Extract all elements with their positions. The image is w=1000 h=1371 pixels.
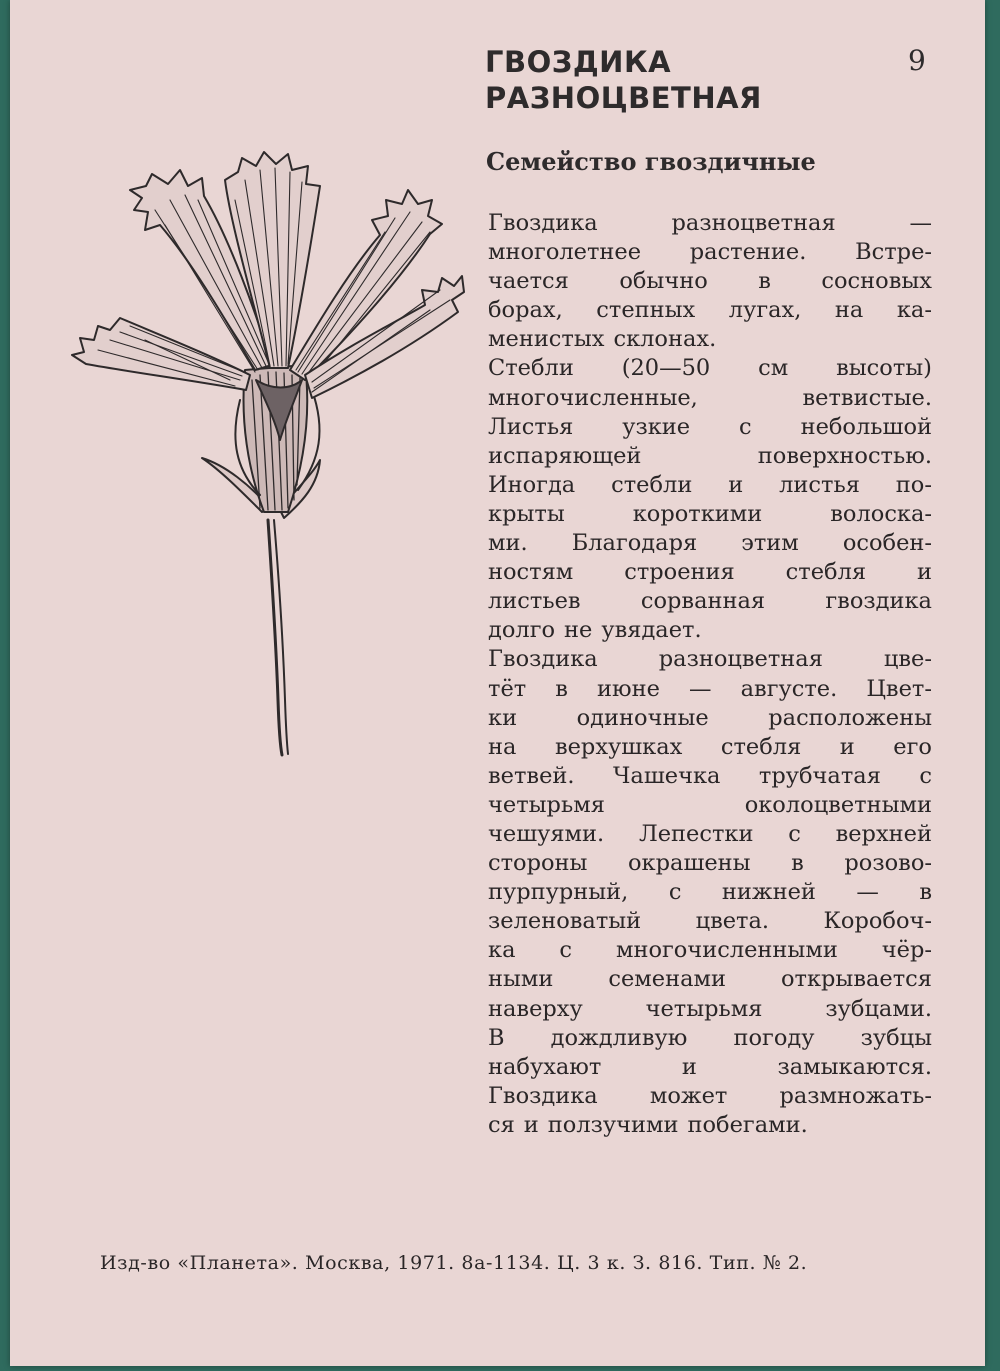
word: сорванная <box>640 588 766 615</box>
word: (20—50 <box>621 355 711 382</box>
word: Гвоздика <box>488 1082 598 1109</box>
word: склонах. <box>613 326 717 353</box>
word: зубцами. <box>825 995 932 1022</box>
text-line <box>488 1082 932 1111</box>
word: с <box>919 762 932 789</box>
word: Лепестки <box>638 820 754 847</box>
word: стебля <box>720 733 802 760</box>
word: разноцветная <box>671 210 836 236</box>
word: многочисленные, <box>488 384 698 411</box>
word: с <box>559 937 573 964</box>
text-line <box>488 878 932 907</box>
title-line-1: ГВОЗДИКА <box>485 45 672 79</box>
word: ка <box>488 937 516 964</box>
word: короткими <box>632 500 763 527</box>
word: августе. <box>740 675 838 702</box>
text-line <box>488 296 932 325</box>
word: верхушках <box>554 733 683 760</box>
word: чается <box>488 268 569 295</box>
text-line <box>488 675 932 704</box>
word: может <box>649 1082 728 1109</box>
word: Гвоздика <box>488 210 598 236</box>
text-line <box>488 762 932 791</box>
word: зеленоватый <box>488 908 642 935</box>
text-line <box>488 354 932 383</box>
description-text <box>488 209 932 1140</box>
word: Цвет- <box>866 675 932 702</box>
word: разноцветная <box>658 646 823 673</box>
word: Гвоздика <box>488 646 598 673</box>
word: с <box>788 820 801 847</box>
word: с <box>668 879 682 906</box>
word: многочисленными <box>615 937 838 964</box>
word: ностям <box>488 559 574 586</box>
word: дождливую <box>550 1024 688 1051</box>
word: тёт <box>488 675 527 702</box>
text-line <box>488 587 932 616</box>
word: в <box>919 879 932 906</box>
text-line <box>488 558 932 587</box>
word: цвета. <box>695 908 770 935</box>
word: чешуями. <box>488 820 605 847</box>
text-line <box>488 413 932 442</box>
word: на <box>488 733 517 760</box>
page-title <box>485 44 855 116</box>
postcard <box>10 0 985 1366</box>
word: степных <box>596 297 696 324</box>
text-line <box>488 325 932 354</box>
word: стебля <box>785 559 867 586</box>
word: зубцы <box>860 1024 932 1051</box>
word: многолетнее <box>488 239 642 266</box>
word: Благодаря <box>571 530 698 557</box>
word: Иногда <box>488 471 576 498</box>
word: менистых <box>488 326 605 353</box>
word: — <box>856 879 879 906</box>
word: растение. <box>689 239 807 266</box>
word: нижней <box>721 879 816 906</box>
imprint-line: Изд-во «Планета». Москва, 1971. 8а-1134. Ц. 3 к. З. 816. Тип. № 2. <box>100 1252 808 1274</box>
word: ползучими <box>547 1111 679 1138</box>
word: открывается <box>780 966 932 993</box>
carnation-flower-drawing-icon <box>50 140 470 770</box>
word: и <box>523 1111 539 1138</box>
word: Листья <box>488 413 574 440</box>
word: Коробоч- <box>823 908 932 935</box>
word: Чашечка <box>613 762 721 789</box>
word: сосновых <box>821 268 932 295</box>
word: в <box>555 675 568 702</box>
word: погоду <box>733 1024 815 1051</box>
text-line <box>488 849 932 878</box>
word: пурпурный, <box>488 879 629 906</box>
title-line-2: РАЗНОЦВЕТНАЯ <box>485 81 762 115</box>
word: июне <box>597 675 660 702</box>
word: долго <box>488 617 556 644</box>
word: лугах, <box>728 297 802 324</box>
text-line <box>488 1053 932 1082</box>
text-line <box>488 209 932 238</box>
word: листья <box>779 471 860 498</box>
word: стебли <box>611 471 693 498</box>
word: верхней <box>835 820 932 847</box>
word: Встре- <box>855 239 932 266</box>
word: ка- <box>896 297 932 324</box>
word: и <box>916 559 932 586</box>
word: обычно <box>619 268 708 295</box>
word: с <box>739 413 752 440</box>
text-line <box>488 267 932 296</box>
text-line <box>488 936 932 965</box>
word: и <box>681 1053 697 1080</box>
text-line <box>488 965 932 994</box>
word: околоцветными <box>744 791 932 818</box>
word: увядает. <box>601 617 702 644</box>
text-line <box>488 995 932 1024</box>
word: окрашены <box>628 850 751 877</box>
word: ными <box>488 966 554 993</box>
text-line <box>488 907 932 936</box>
word: — <box>689 675 712 702</box>
word: небольшой <box>800 413 932 440</box>
word: особен- <box>842 530 932 557</box>
word: размножать- <box>779 1082 932 1109</box>
word: испаряющей <box>488 442 642 469</box>
text-line <box>488 471 932 500</box>
text-line <box>488 645 932 674</box>
text-line <box>488 791 932 820</box>
word: ки <box>488 704 518 731</box>
word: на <box>834 297 864 324</box>
word: строения <box>624 559 735 586</box>
text-line <box>488 500 932 529</box>
word: — <box>909 210 932 236</box>
word: ветвистые. <box>802 384 932 411</box>
text-line <box>488 704 932 733</box>
word: по- <box>895 471 932 498</box>
word: и <box>728 471 744 498</box>
word: четырьмя <box>488 791 605 818</box>
text-line <box>488 442 932 471</box>
word: четырьмя <box>645 995 763 1022</box>
word: волоска- <box>830 500 932 527</box>
word: ветвей. <box>488 762 575 789</box>
word: наверху <box>488 995 583 1022</box>
word: чёр- <box>881 937 932 964</box>
word: и <box>839 733 855 760</box>
text-line <box>488 733 932 762</box>
word: его <box>893 733 932 760</box>
word: крыты <box>488 500 565 527</box>
text-line <box>488 1111 932 1140</box>
word: В <box>488 1024 505 1051</box>
family-subtitle: Семейство гвоздичные <box>486 147 816 176</box>
word: гвоздика <box>825 588 932 615</box>
word: борах, <box>488 297 563 324</box>
word: побегами. <box>687 1111 808 1138</box>
word: ся <box>488 1111 515 1138</box>
text-line <box>488 1024 932 1053</box>
word: узкие <box>622 413 691 440</box>
word: цве- <box>883 646 932 673</box>
word: в <box>758 268 771 295</box>
text-line <box>488 616 932 645</box>
text-line <box>488 820 932 849</box>
word: Стебли <box>488 355 574 382</box>
word: в <box>791 850 804 877</box>
word: этим <box>741 530 799 557</box>
text-line <box>488 529 932 558</box>
word: замыкаются. <box>777 1053 932 1080</box>
word: розово- <box>844 850 932 877</box>
word: листьев <box>488 588 581 615</box>
page-number: 9 <box>908 44 926 77</box>
word: поверхностью. <box>757 442 932 469</box>
word: семенами <box>608 966 727 993</box>
word: высоты) <box>836 355 932 382</box>
word: трубчатая <box>758 762 881 789</box>
word: см <box>758 355 789 382</box>
word: набухают <box>488 1053 602 1080</box>
word: не <box>564 617 593 644</box>
text-line <box>488 238 932 267</box>
word: стороны <box>488 850 588 877</box>
text-line <box>488 384 932 413</box>
word: расположены <box>768 704 932 731</box>
word: одиночные <box>576 704 709 731</box>
word: ми. <box>488 530 528 557</box>
